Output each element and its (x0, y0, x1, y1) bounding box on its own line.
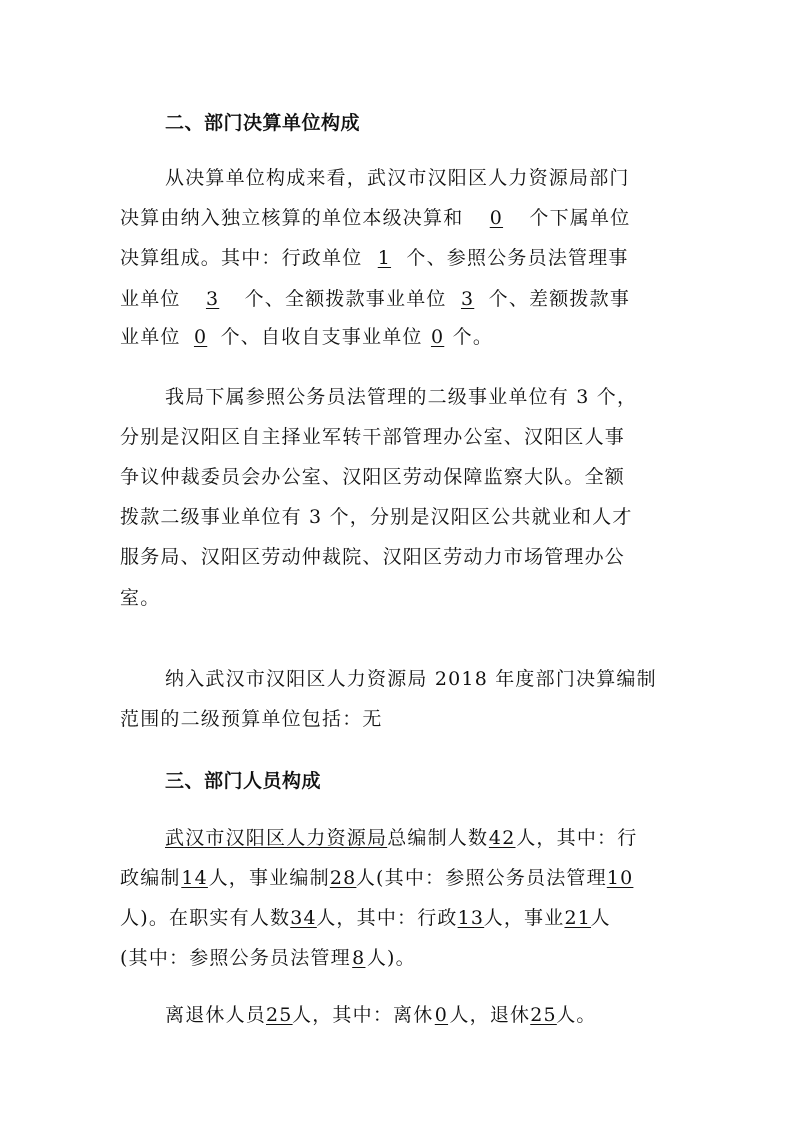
text-line: 室。 (120, 587, 161, 609)
underlined-count: 28 (329, 867, 357, 889)
text-segment: 人，事业编制 (208, 867, 330, 889)
text-line: 范围的二级预算单位包括：无 (120, 708, 383, 730)
text-line: 争议仲裁委员会办公室、汉阳区劳动保障监察大队。全额 (120, 466, 626, 488)
text-segment: 人)。在职实有人数 (120, 907, 291, 929)
section-heading-unit-composition: 二、部门决算单位构成 (165, 112, 361, 134)
text-segment: 政编制 (120, 867, 181, 889)
underlined-count: 10 (606, 867, 634, 889)
text-line (120, 246, 629, 270)
text-line (120, 866, 634, 890)
text-segment: 个下属单位 (529, 207, 631, 229)
organization-name: 武汉市汉阳区人力资源局 (165, 827, 388, 849)
text-line (165, 826, 637, 850)
text-line (120, 206, 630, 230)
text-segment: 个。 (452, 326, 494, 348)
text-segment: 人，其中：离休 (292, 1004, 434, 1026)
text-segment: 个、自收自支事业单位 (220, 326, 423, 348)
text-segment: (其中：参照公务员法管理 (120, 947, 351, 969)
text-line (120, 946, 416, 970)
text-segment: 个、参照公务员法管理事 (406, 247, 629, 269)
underlined-count: 21 (564, 907, 592, 929)
text-segment: 业单位 (120, 326, 181, 348)
underlined-count: 0 (434, 1004, 449, 1026)
underlined-count: 34 (290, 907, 317, 929)
underlined-count: 25 (266, 1004, 293, 1026)
text-line: 拨款二级事业单位有 3 个，分别是汉阳区公共就业和人才 (120, 506, 633, 528)
underlined-count: 3 (460, 288, 475, 310)
text-line (165, 1003, 597, 1027)
underlined-count: 14 (181, 867, 208, 889)
text-segment: 总编制人数 (387, 827, 489, 849)
underlined-count: 0 (489, 207, 504, 229)
text-segment: 人(其中：参照公务员法管理 (355, 867, 607, 889)
text-line: 我局下属参照公务员法管理的二级事业单位有 3 个， (165, 386, 638, 408)
text-segment: 人，其中：行 (516, 827, 638, 849)
text-line: 纳入武汉市汉阳区人力资源局 2018 年度部门决算编制 (165, 668, 657, 690)
text-segment: 个、差额拨款事 (488, 288, 631, 310)
underlined-count: 1 (377, 247, 392, 269)
underlined-count: 0 (193, 326, 208, 348)
text-segment: 决算组成。其中：行政单位 (120, 247, 363, 269)
underlined-count: 0 (430, 326, 445, 348)
text-segment: 决算由纳入独立核算的单位本级决算和 (120, 207, 464, 229)
underlined-count: 25 (530, 1004, 557, 1026)
text-line (120, 906, 611, 930)
text-line (120, 287, 630, 311)
underlined-count: 42 (488, 827, 516, 849)
text-segment: 业单位 (120, 288, 181, 310)
text-segment: 人，退休 (449, 1004, 531, 1026)
underlined-count: 3 (205, 288, 220, 310)
section-heading-staff-composition: 三、部门人员构成 (165, 770, 322, 792)
text-segment: 个、全额拨款事业单位 (244, 288, 447, 310)
underlined-count: 8 (352, 947, 366, 969)
text-segment: 离退休人员 (165, 1004, 267, 1026)
text-line: 服务局、汉阳区劳动仲裁院、汉阳区劳动力市场管理办公 (120, 546, 626, 568)
text-segment: 人。 (556, 1004, 597, 1026)
text-segment: 人，事业 (483, 907, 565, 929)
text-segment: 人)。 (366, 947, 416, 969)
text-line: 从决算单位构成来看，武汉市汉阳区人力资源局部门 (165, 167, 630, 189)
text-segment: 人 (590, 907, 611, 929)
underlined-count: 13 (457, 907, 485, 929)
text-line: 分别是汉阳区自主择业军转干部管理办公室、汉阳区人事 (120, 426, 626, 448)
text-line (120, 325, 493, 349)
text-segment: 人，其中：行政 (316, 907, 458, 929)
